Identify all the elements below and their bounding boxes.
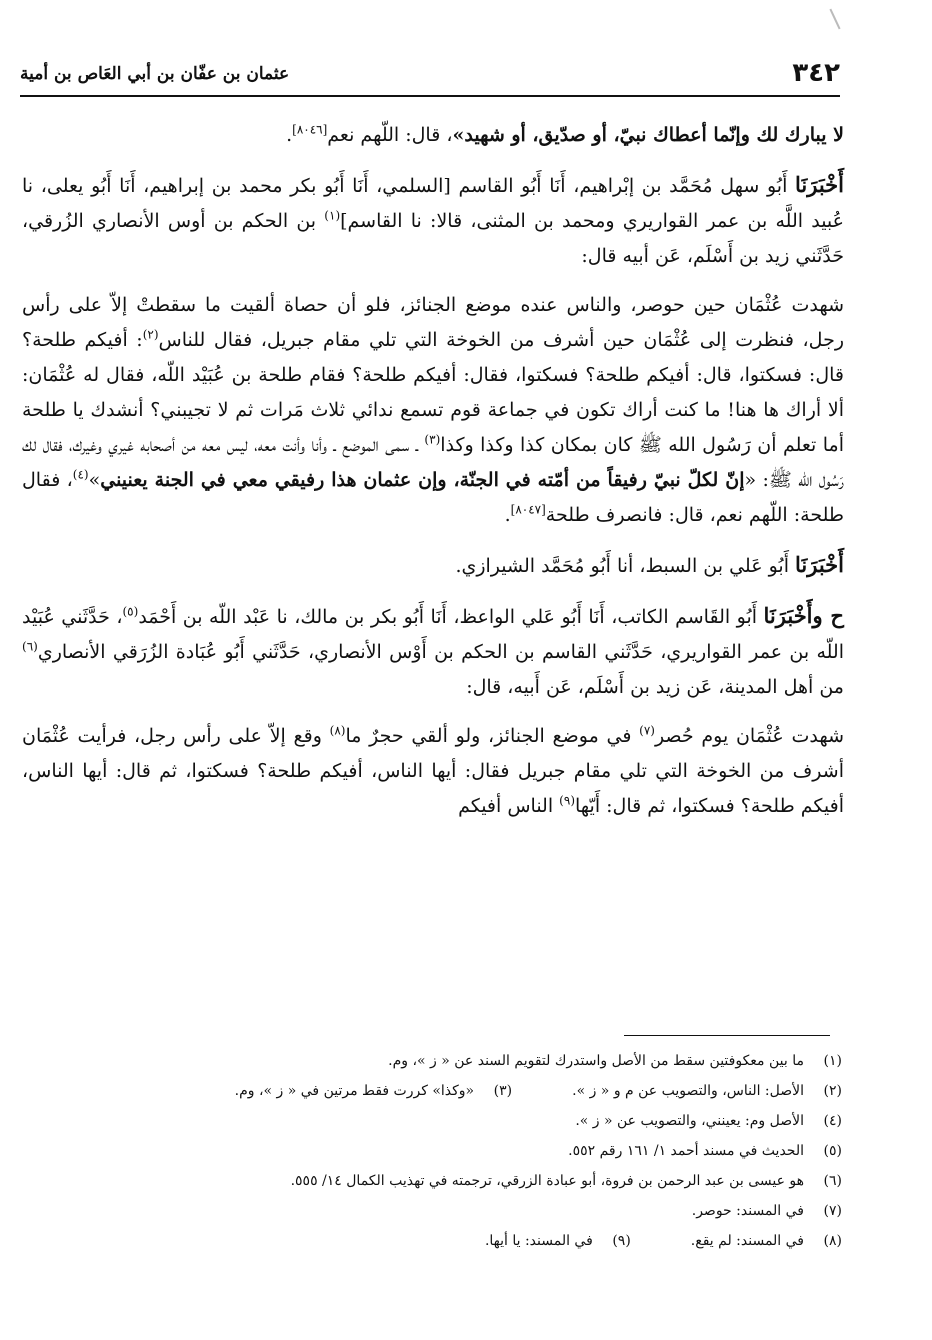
- text: في موضع الجنائز، ولو ألقي حجرٌ ما: [345, 725, 640, 747]
- main-text: [22, 118, 844, 838]
- footnote-text: في المسند: لم يقع.: [690, 1233, 804, 1249]
- hadith-ref: [٨٠٤٧]: [510, 502, 546, 517]
- isnad-keyword: أَخْبَرَنَا: [795, 172, 844, 197]
- footnote-text: في المسند: حوصر.: [691, 1203, 804, 1219]
- isnad-keyword: أَخْبَرَنَا: [795, 552, 844, 577]
- text: أَبُو سهل مُحَمَّد بن إبْراهيم، أَنَا أَبُو القاسم [السلمي، أَنَا أَبُو بكر محمد بن إبراهيم، أَنَا أَبُو يعلى، نا عُبيد اللَّه بن عمر القواريري ومحمد بن المثنى، قالا: نا القاسم]: [22, 175, 844, 232]
- footnote-marker: (٤): [72, 467, 89, 482]
- text: ، حَدَّثَني عُبَيْد اللّه بن عمر القواريري، حَدَّثَني القاسم بن الحكم بن أَوْس الأنصاري، حَدَّثَني أَبُو عُبَادة الزُرَقي الأنصاري: [22, 606, 844, 663]
- footnote-marker: (٩): [559, 793, 575, 808]
- hadith-ref: [٨٠٤٦]: [292, 122, 328, 137]
- footnote-number: (٣): [493, 1083, 513, 1099]
- text: ، فقال طلحة: اللّهم نعم، قال: فانصرف طلحة: [22, 469, 844, 526]
- scan-mark: [829, 9, 840, 30]
- paragraph-5: [22, 598, 844, 705]
- text: بن الحكم بن أوس الأنصاري الزُرقي، حَدَّثَني زيد بن أَسْلَم، عَن أبيه قال:: [22, 210, 844, 267]
- footnote-number: (٨): [823, 1233, 842, 1249]
- footnote-text: هو عيسى بن عبد الرحمن بن فروة، أبو عبادة الزرقي، ترجمته في تهذيب الكمال ١٤/ ٥٥٥.: [290, 1173, 804, 1189]
- hadith-text: إنّ لكلّ نبيّ رفيقاً من أمّته في الجنّة، وإن عثمان هذا رفيقي معي في الجنة يعنيني: [100, 469, 745, 491]
- footnotes: [100, 1046, 842, 1256]
- footnote-number: (٢): [823, 1083, 842, 1099]
- footnote-text: في المسند: يا أيها.: [484, 1233, 593, 1249]
- footnote-row: [100, 1196, 842, 1226]
- paragraph-1: [22, 118, 844, 153]
- footnote-marker: (٢): [142, 327, 159, 342]
- footnote-text: الأصل: الناس، والتصويب عن م و « ز ».: [572, 1083, 804, 1099]
- footnote-number: (٥): [823, 1143, 842, 1159]
- footnote-number: (٤): [823, 1113, 842, 1129]
- text: الناس أفيكم: [458, 795, 560, 817]
- footnote-marker: (٥): [122, 604, 139, 619]
- footnote-number: (١): [823, 1053, 842, 1069]
- hadith-text: لا يبارك لك وإنّما أعطاك نبيّ، أو صدّيق، أو شهيد»: [452, 124, 844, 146]
- running-header: [20, 58, 840, 94]
- footnote-number: (٦): [823, 1173, 842, 1189]
- paragraph-4: [22, 547, 844, 584]
- footnote-marker: (٦): [22, 639, 38, 654]
- text: ـ سمى الموضع ـ وأنا وأنت معه، ليس معه من أصحابه غيري وغيرك، فقال لك رَسُول الله ﷺ: «: [22, 434, 844, 491]
- text: »: [88, 469, 101, 491]
- footnote-text: «وكذا» كررت فقط مرتين في « ز »، وم.: [234, 1083, 475, 1099]
- footnote-rule: [624, 1035, 830, 1036]
- page-number: ٣٤٢: [792, 58, 840, 88]
- text: ، قال: اللّهم نعم: [327, 124, 453, 146]
- footnote-number: (٧): [823, 1203, 842, 1219]
- text: : أفيكم طلحة؟ قال: فسكتوا، قال: أفيكم طلحة؟ فسكتوا، فقال: أفيكم طلحة؟ فقام طلحة بن عُبَيْد اللّه، فقال له عُثْمَان: ألا أراك ها هنا! ما كنت أراك تكون في جماعة قوم تسمع ندائي ثلاث مَرات ثم لا تجيبني؟ أنشدك يا طلحة أما تعلم أن رَسُول الله ﷺ كان بمكان كذا وكذا وكذا: [22, 329, 844, 456]
- footnote-marker: (٧): [639, 723, 655, 738]
- text: من أهل المدينة، عَن زيد بن أَسْلَم، عَن أَبيه، قال:: [466, 676, 844, 698]
- paragraph-6: [22, 719, 844, 824]
- footnote-text: ما بين معكوفتين سقط من الأصل واستدرك لتقويم السند عن « ز »، وم.: [388, 1053, 804, 1069]
- text: .: [286, 124, 293, 146]
- text: أَبُو القَاسم الكاتب، أَنَا أَبُو عَلي الواعظ، أَنَا أَبُو بكر بن مالك، نا عَبْد اللّه بن أَحْمَد: [138, 606, 764, 628]
- footnote-number: (٩): [612, 1233, 631, 1249]
- text: أَبُو عَلي بن السبط، أنا أَبُو مُحَمَّد الشيرازي.: [455, 555, 796, 577]
- text: شهدت عُثْمَان يوم حُصر: [654, 725, 844, 747]
- text: شهدت عُثْمَان حين حوصر، والناس عنده موضع الجنائز، فلو أن حصاة ألقيت ما سقطتْ إلاّ على رأس رجل، فنظرت إلى عُثْمَان حين أشرف من الخوخة التي تلي مقام جبريل، فقال للناس: [22, 294, 844, 351]
- footnote-text: الأصل وم: يعينني، والتصويب عن « ز ».: [575, 1113, 804, 1129]
- paragraph-3: [22, 288, 844, 533]
- header-rule: [20, 95, 840, 97]
- running-title: عثمان بن عفّان بن أبي العَاص بن أمية: [20, 64, 290, 84]
- footnote-marker: (٨): [329, 723, 346, 738]
- footnote-text: الحديث في مسند أحمد ١/ ١٦١ رقم ٥٥٢.: [568, 1143, 804, 1159]
- isnad-keyword: أَخْبَرَنَا: [763, 603, 813, 628]
- footnote-marker: (٣): [424, 432, 441, 447]
- text: وقع إلاّ على رأس رجل، فرأيت عُثْمَان أشرف من الخوخة التي تلي مقام جبريل فقال: أيها الناس، أفيكم طلحة؟ فسكتوا، ثم قال: أيها الناس، أفيكم طلحة؟ فسكتوا، ثم قال: أَيّها: [22, 725, 844, 817]
- footnote-row: [100, 1136, 842, 1166]
- footnote-marker: (١): [324, 208, 341, 223]
- footnote-row: [100, 1046, 842, 1076]
- tahwil-mark: ح و: [812, 603, 844, 628]
- paragraph-2: [22, 167, 844, 274]
- text: .: [504, 504, 511, 526]
- footnote-row: [100, 1226, 842, 1256]
- footnote-row: [100, 1166, 842, 1196]
- footnote-row: [100, 1076, 842, 1106]
- footnote-row: [100, 1106, 842, 1136]
